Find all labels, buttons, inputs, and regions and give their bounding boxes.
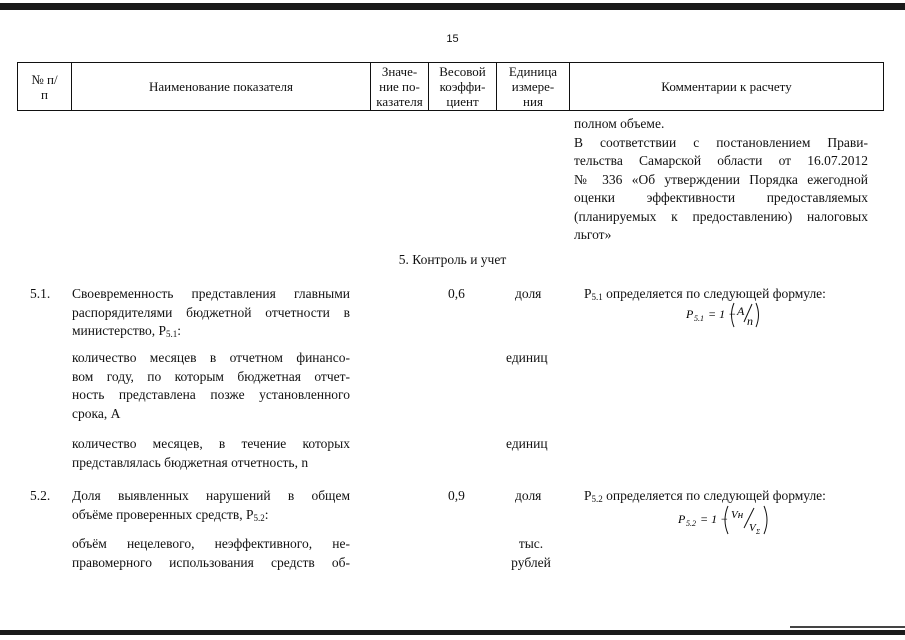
item-n-unit: единиц <box>506 436 548 451</box>
cont-line-4: № 336 «Об утверждении Порядка ежегодной <box>574 171 868 187</box>
svg-text:P: P <box>678 512 686 526</box>
header-comment: Комментарии к расчету <box>570 63 884 111</box>
formula-5-2-graphic <box>678 503 778 537</box>
item-a-l2: вом году, по которым бюджетная отчет- <box>72 368 350 384</box>
svg-text:= 1 −: = 1 − <box>700 512 729 526</box>
row-5-1-unit: доля <box>515 286 542 301</box>
item-a-unit: единиц <box>506 350 548 365</box>
row-5-2-num: 5.2. <box>30 488 51 503</box>
row-5-1-name <box>72 285 350 344</box>
header-weight: Весовой коэффи-циент <box>429 63 497 111</box>
item-v-name <box>72 535 350 572</box>
svg-text:V: V <box>749 522 756 534</box>
header-num: № п/п <box>18 63 72 111</box>
row-5-2-name <box>72 487 350 527</box>
svg-text:A: A <box>737 304 745 318</box>
svg-text:5.2: 5.2 <box>686 519 696 528</box>
svg-text:n: n <box>747 314 753 328</box>
formula-5-1 <box>686 300 766 334</box>
row-5-1-name-l1: Своевременность представления главными <box>72 286 350 301</box>
item-v-unit <box>508 535 554 572</box>
item-v-l2: правомерного использования средств об- <box>72 554 350 570</box>
header-name: Наименование показателя <box>72 63 371 111</box>
item-n-l1: количество месяцев, в течение которых <box>72 436 350 451</box>
continuation-comment <box>574 115 868 245</box>
svg-text:P: P <box>686 307 694 321</box>
item-v-l1: объём нецелевого, неэффективного, не- <box>72 536 350 551</box>
row-5-2-unit: доля <box>515 488 542 503</box>
section-title: 5. Контроль и учет <box>398 252 507 267</box>
bottom-border-line <box>0 630 905 635</box>
formula-5-2 <box>678 503 778 541</box>
item-v-unit-l2: рублей <box>511 554 551 570</box>
svg-text:5.1: 5.1 <box>694 314 704 323</box>
formula-5-1-graphic <box>686 300 766 330</box>
cont-line-3: тельства Самарской области от 16.07.2012 <box>574 153 868 168</box>
item-a-l4: срока, А <box>72 405 121 421</box>
item-n-name <box>72 435 350 472</box>
cont-line-7: льгот» <box>574 227 612 242</box>
svg-text:Vн: Vн <box>731 509 744 521</box>
top-border-line <box>0 3 905 10</box>
item-v-unit-l1: тыс. <box>518 536 544 551</box>
row-5-1-num: 5.1. <box>30 286 51 301</box>
item-n-l2: представлялась бюджетная отчетность, n <box>72 454 309 470</box>
cont-line-6: (планируемых к предоставлению) налоговых <box>574 208 868 224</box>
cont-line-2: В соответствии с постановлением Прави- <box>574 134 868 150</box>
row-5-2-weight: 0,9 <box>448 488 465 503</box>
cont-line-1: полном объеме. <box>574 116 665 131</box>
row-5-1-name-l2: распорядителями бюджетной отчетности в <box>72 304 350 320</box>
bottom-thin-line <box>790 626 905 628</box>
svg-text:= 1 −: = 1 − <box>708 307 737 321</box>
row-5-1-name-l3: министерство, $P_{5.1}$: <box>72 323 182 339</box>
item-a-l3: ность представлена позже установленного <box>72 387 350 402</box>
row-5-2-name-l2: объёме проверенных средств, $P_{5.2}$: <box>72 506 269 523</box>
row-5-1-comment: $P_{5.1}$ определяется по следующей формуле: <box>584 286 826 302</box>
header-value: Значе-ние по-казателя <box>371 63 429 111</box>
row-5-2-comment: $P_{5.2}$ определяется по следующей формуле: <box>584 488 826 504</box>
row-5-2-name-l1: Доля выявленных нарушений в общем <box>72 488 350 503</box>
svg-text:Σ: Σ <box>756 528 761 536</box>
table-header <box>17 62 884 111</box>
item-a-l1: количество месяцев в отчетном финансо- <box>72 350 350 365</box>
row-5-1-weight: 0,6 <box>448 286 465 301</box>
item-a-name <box>72 349 350 423</box>
cont-line-5: оценки эффективности предоставляемых <box>574 190 868 205</box>
header-unit: Единица измере-ния <box>497 63 570 111</box>
page-number: 15 <box>446 33 459 45</box>
